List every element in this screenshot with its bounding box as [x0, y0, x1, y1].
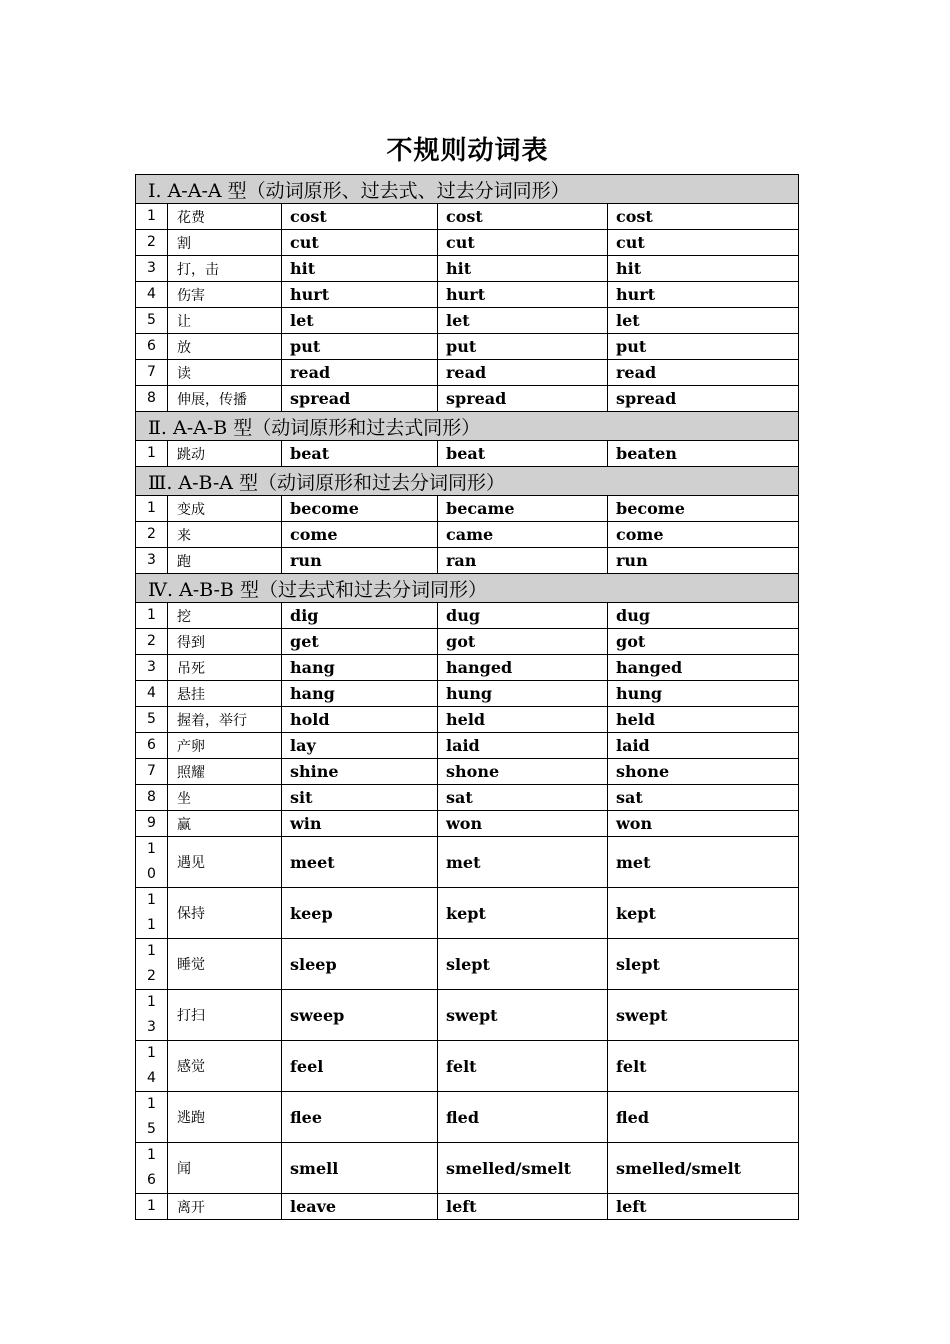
table-row	[136, 629, 799, 655]
past-participle-cell: swept	[608, 990, 799, 1041]
section-header-row	[136, 412, 799, 441]
past-tense-cell: swept	[438, 990, 608, 1041]
base-form-cell: smell	[282, 1143, 438, 1194]
past-participle-cell: read	[608, 360, 799, 386]
base-form-cell: sleep	[282, 939, 438, 990]
base-form-cell: leave	[282, 1194, 438, 1220]
past-participle-cell: won	[608, 811, 799, 837]
row-number-cell	[136, 204, 168, 230]
row-number-cell	[136, 603, 168, 629]
meaning-cell: 得到	[168, 629, 282, 655]
meaning-cell: 悬挂	[168, 681, 282, 707]
meaning-cell: 跳动	[168, 441, 282, 467]
past-participle-cell: cost	[608, 204, 799, 230]
meaning-cell: 打，击	[168, 256, 282, 282]
past-tense-cell: felt	[438, 1041, 608, 1092]
past-participle-cell: got	[608, 629, 799, 655]
row-number: 4	[147, 286, 156, 302]
past-tense-cell: read	[438, 360, 608, 386]
row-number: 4	[147, 685, 156, 701]
past-tense-cell: got	[438, 629, 608, 655]
past-tense-cell: became	[438, 496, 608, 522]
meaning-cell: 让	[168, 308, 282, 334]
past-participle-cell: let	[608, 308, 799, 334]
page-title: 不规则动词表	[386, 136, 549, 166]
table-row	[136, 655, 799, 681]
base-form-cell: lay	[282, 733, 438, 759]
table-row	[136, 837, 799, 888]
row-number: 6	[147, 338, 156, 354]
row-number-cell	[136, 888, 168, 939]
table-row	[136, 522, 799, 548]
past-tense-cell: put	[438, 334, 608, 360]
row-number-cell	[136, 282, 168, 308]
past-tense-cell: held	[438, 707, 608, 733]
past-participle-cell: hung	[608, 681, 799, 707]
past-participle-cell: met	[608, 837, 799, 888]
past-participle-cell: put	[608, 334, 799, 360]
row-number-cell	[136, 522, 168, 548]
meaning-cell: 产卵	[168, 733, 282, 759]
meaning-cell: 来	[168, 522, 282, 548]
row-number: 8	[147, 789, 156, 805]
table-row	[136, 785, 799, 811]
table-row	[136, 1092, 799, 1143]
meaning-cell: 变成	[168, 496, 282, 522]
table-row	[136, 681, 799, 707]
base-form-cell: win	[282, 811, 438, 837]
row-number: 11	[147, 892, 156, 933]
meaning-cell: 闻	[168, 1143, 282, 1194]
row-number-cell	[136, 681, 168, 707]
row-number: 13	[147, 994, 156, 1035]
row-number-cell	[136, 334, 168, 360]
base-form-cell: meet	[282, 837, 438, 888]
past-tense-cell: sat	[438, 785, 608, 811]
past-participle-cell: shone	[608, 759, 799, 785]
row-number: 3	[147, 659, 156, 675]
table-row	[136, 1143, 799, 1194]
row-number: 2	[147, 633, 156, 649]
row-number: 9	[147, 815, 156, 831]
base-form-cell: beat	[282, 441, 438, 467]
table-row	[136, 707, 799, 733]
meaning-cell: 赢	[168, 811, 282, 837]
base-form-cell: come	[282, 522, 438, 548]
table-row	[136, 888, 799, 939]
base-form-cell: put	[282, 334, 438, 360]
table-row	[136, 939, 799, 990]
base-form-cell: dig	[282, 603, 438, 629]
past-participle-cell: hanged	[608, 655, 799, 681]
past-participle-cell: sat	[608, 785, 799, 811]
base-form-cell: hurt	[282, 282, 438, 308]
row-number-cell	[136, 230, 168, 256]
past-participle-cell: fled	[608, 1092, 799, 1143]
past-tense-cell: dug	[438, 603, 608, 629]
row-number-cell	[136, 655, 168, 681]
row-number: 10	[147, 841, 156, 882]
meaning-cell: 割	[168, 230, 282, 256]
past-participle-cell: left	[608, 1194, 799, 1220]
meaning-cell: 读	[168, 360, 282, 386]
base-form-cell: hold	[282, 707, 438, 733]
meaning-cell: 放	[168, 334, 282, 360]
section-heading: Ⅰ. A-A-A 型（动词原形、过去式、过去分词同形）	[136, 175, 799, 204]
base-form-cell: keep	[282, 888, 438, 939]
row-number-cell	[136, 1041, 168, 1092]
row-number-cell	[136, 811, 168, 837]
base-form-cell: sweep	[282, 990, 438, 1041]
base-form-cell: sit	[282, 785, 438, 811]
meaning-cell: 坐	[168, 785, 282, 811]
meaning-cell: 花费	[168, 204, 282, 230]
base-form-cell: cost	[282, 204, 438, 230]
row-number-cell	[136, 496, 168, 522]
past-participle-cell: smelled/smelt	[608, 1143, 799, 1194]
section-heading: Ⅱ. A-A-B 型（动词原形和过去式同形）	[136, 412, 799, 441]
past-tense-cell: hung	[438, 681, 608, 707]
base-form-cell: cut	[282, 230, 438, 256]
row-number: 8	[147, 390, 156, 406]
meaning-cell: 照耀	[168, 759, 282, 785]
table-row	[136, 282, 799, 308]
meaning-cell: 吊死	[168, 655, 282, 681]
row-number: 3	[147, 260, 156, 276]
meaning-cell: 离开	[168, 1194, 282, 1220]
row-number-cell	[136, 837, 168, 888]
row-number-cell	[136, 256, 168, 282]
past-tense-cell: shone	[438, 759, 608, 785]
row-number-cell	[136, 785, 168, 811]
section-heading: Ⅲ. A-B-A 型（动词原形和过去分词同形）	[136, 467, 799, 496]
table-row	[136, 308, 799, 334]
base-form-cell: shine	[282, 759, 438, 785]
row-number: 5	[147, 312, 156, 328]
row-number: 14	[147, 1045, 156, 1086]
table-row	[136, 360, 799, 386]
row-number: 1	[147, 208, 156, 224]
verb-table-body	[136, 175, 799, 1220]
row-number: 6	[147, 737, 156, 753]
base-form-cell: read	[282, 360, 438, 386]
base-form-cell: flee	[282, 1092, 438, 1143]
past-participle-cell: hit	[608, 256, 799, 282]
meaning-cell: 逃跑	[168, 1092, 282, 1143]
row-number: 7	[147, 763, 156, 779]
past-tense-cell: smelled/smelt	[438, 1143, 608, 1194]
past-participle-cell: felt	[608, 1041, 799, 1092]
past-tense-cell: fled	[438, 1092, 608, 1143]
base-form-cell: become	[282, 496, 438, 522]
past-tense-cell: met	[438, 837, 608, 888]
row-number-cell	[136, 733, 168, 759]
base-form-cell: hang	[282, 655, 438, 681]
table-row	[136, 204, 799, 230]
row-number: 7	[147, 364, 156, 380]
past-tense-cell: ran	[438, 548, 608, 574]
row-number: 2	[147, 234, 156, 250]
table-row	[136, 1194, 799, 1220]
irregular-verb-table	[135, 174, 799, 1220]
row-number-cell	[136, 1194, 168, 1220]
past-tense-cell: cut	[438, 230, 608, 256]
row-number-cell	[136, 759, 168, 785]
table-row	[136, 811, 799, 837]
section-header-row	[136, 574, 799, 603]
row-number: 15	[147, 1096, 156, 1137]
base-form-cell: feel	[282, 1041, 438, 1092]
past-participle-cell: hurt	[608, 282, 799, 308]
table-row	[136, 496, 799, 522]
row-number: 1	[147, 1198, 156, 1214]
past-participle-cell: cut	[608, 230, 799, 256]
table-row	[136, 256, 799, 282]
past-participle-cell: slept	[608, 939, 799, 990]
base-form-cell: let	[282, 308, 438, 334]
past-participle-cell: beaten	[608, 441, 799, 467]
base-form-cell: hit	[282, 256, 438, 282]
past-tense-cell: let	[438, 308, 608, 334]
meaning-cell: 挖	[168, 603, 282, 629]
past-tense-cell: won	[438, 811, 608, 837]
row-number-cell	[136, 1143, 168, 1194]
row-number: 2	[147, 526, 156, 542]
row-number: 16	[147, 1147, 156, 1188]
meaning-cell: 感觉	[168, 1041, 282, 1092]
past-tense-cell: kept	[438, 888, 608, 939]
past-participle-cell: kept	[608, 888, 799, 939]
row-number: 12	[147, 943, 156, 984]
past-participle-cell: spread	[608, 386, 799, 412]
section-heading: Ⅳ. A-B-B 型（过去式和过去分词同形）	[136, 574, 799, 603]
past-tense-cell: beat	[438, 441, 608, 467]
row-number-cell	[136, 1092, 168, 1143]
row-number: 3	[147, 552, 156, 568]
past-tense-cell: spread	[438, 386, 608, 412]
past-tense-cell: hurt	[438, 282, 608, 308]
table-row	[136, 334, 799, 360]
base-form-cell: hang	[282, 681, 438, 707]
past-participle-cell: become	[608, 496, 799, 522]
table-row	[136, 386, 799, 412]
row-number-cell	[136, 939, 168, 990]
row-number: 1	[147, 445, 156, 461]
table-row	[136, 759, 799, 785]
meaning-cell: 遇见	[168, 837, 282, 888]
meaning-cell: 保持	[168, 888, 282, 939]
row-number-cell	[136, 308, 168, 334]
row-number-cell	[136, 441, 168, 467]
past-participle-cell: held	[608, 707, 799, 733]
base-form-cell: spread	[282, 386, 438, 412]
meaning-cell: 跑	[168, 548, 282, 574]
row-number-cell	[136, 990, 168, 1041]
meaning-cell: 伤害	[168, 282, 282, 308]
past-participle-cell: dug	[608, 603, 799, 629]
row-number: 1	[147, 607, 156, 623]
base-form-cell: get	[282, 629, 438, 655]
table-row	[136, 1041, 799, 1092]
table-row	[136, 733, 799, 759]
meaning-cell: 睡觉	[168, 939, 282, 990]
row-number-cell	[136, 386, 168, 412]
meaning-cell: 握着，举行	[168, 707, 282, 733]
past-participle-cell: run	[608, 548, 799, 574]
section-header-row	[136, 175, 799, 204]
section-header-row	[136, 467, 799, 496]
meaning-cell: 伸展，传播	[168, 386, 282, 412]
past-tense-cell: slept	[438, 939, 608, 990]
table-row	[136, 230, 799, 256]
past-tense-cell: laid	[438, 733, 608, 759]
row-number-cell	[136, 707, 168, 733]
past-tense-cell: left	[438, 1194, 608, 1220]
base-form-cell: run	[282, 548, 438, 574]
row-number: 5	[147, 711, 156, 727]
past-participle-cell: come	[608, 522, 799, 548]
past-participle-cell: laid	[608, 733, 799, 759]
table-row	[136, 990, 799, 1041]
meaning-cell: 打扫	[168, 990, 282, 1041]
row-number: 1	[147, 500, 156, 516]
row-number-cell	[136, 629, 168, 655]
past-tense-cell: hit	[438, 256, 608, 282]
row-number-cell	[136, 548, 168, 574]
table-row	[136, 548, 799, 574]
past-tense-cell: came	[438, 522, 608, 548]
table-row	[136, 603, 799, 629]
past-tense-cell: hanged	[438, 655, 608, 681]
past-tense-cell: cost	[438, 204, 608, 230]
row-number-cell	[136, 360, 168, 386]
table-row	[136, 441, 799, 467]
